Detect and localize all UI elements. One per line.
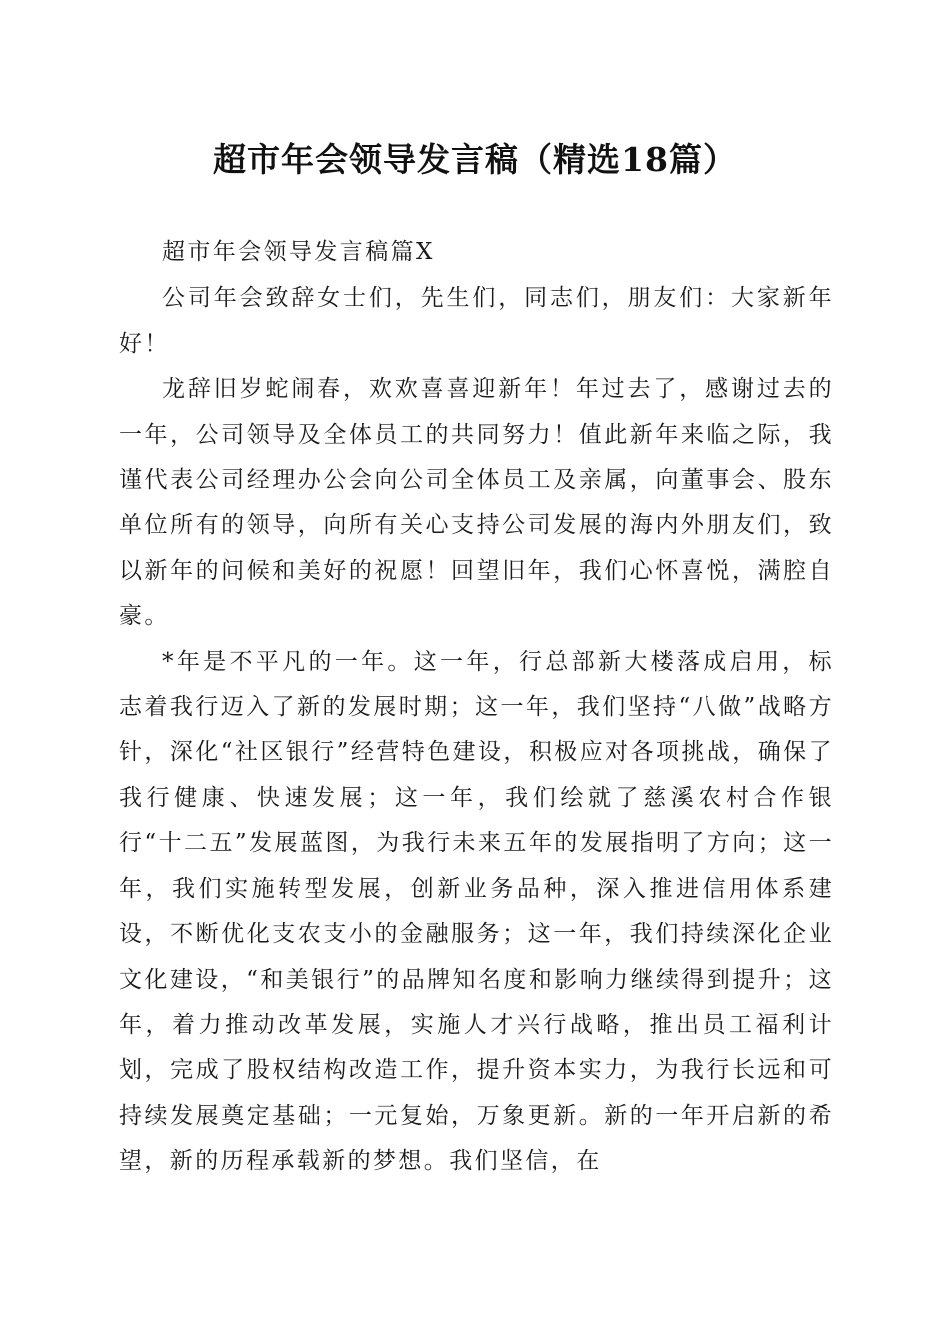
paragraph-new-year: 龙辞旧岁蛇闹春，欢欢喜喜迎新年！年过去了，感谢过去的一年，公司领导及全体员工的共同努力！值此新年来临之际，我谨代表公司经理办公会向公司全体员工及亲属，向董事会、股东单位所有的领导，向所有关心支持公司发展的海内外朋友们，致以新年的问候和美好的祝愿！回望旧年，我们心怀喜悦，满腔自豪。	[119, 376, 834, 630]
paragraph-review: *年是不平凡的一年。这一年，行总部新大楼落成启用，标志着我行迈入了新的发展时期；这一年，我们坚持“八做”战略方针，深化“社区银行”经营特色建设，积极应对各项挑战，确保了我行健康、快速发展；这一年，我们绘就了慈溪农村合作银行“十二五”发展蓝图，为我行未来五年的发展指明了方向；这一年，我们实施转型发展，创新业务品种，深入推进信用体系建设，不断优化支农支小的金融服务；这一年，我们持续深化企业文化建设，“和美银行”的品牌知名度和影响力继续得到提升；这年，着力推动改革发展，实施人才兴行战略，推出员工福利计划，完成了股权结构改造工作，提升资本实力，为我行长远和可持续发展奠定基础；一元复始，万象更新。新的一年开启新的希望，新的历程承载新的梦想。我们坚信，在	[119, 648, 834, 1175]
section-subtitle: 超市年会领导发言稿篇X	[162, 239, 435, 265]
document-title: 超市年会领导发言稿（精选18篇）	[213, 140, 737, 179]
paragraph-greeting: 公司年会致辞女士们，先生们，同志们，朋友们：大家新年好！	[119, 285, 834, 357]
document-body	[119, 230, 834, 1185]
